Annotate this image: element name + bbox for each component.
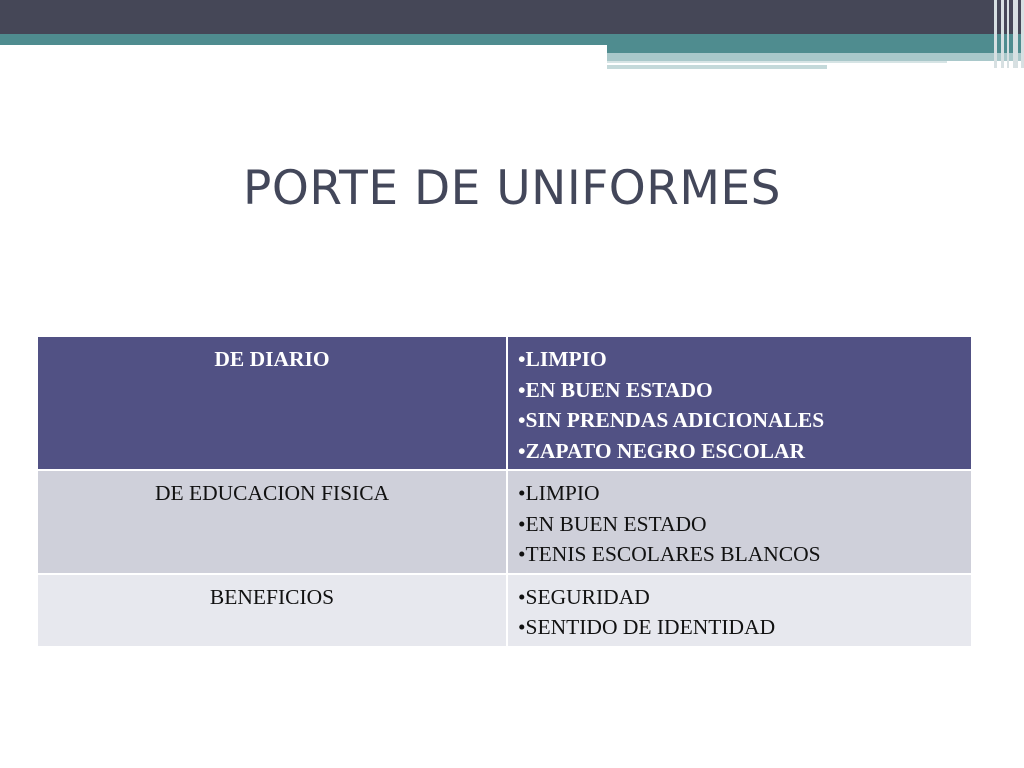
row-items bbox=[507, 574, 972, 647]
table-row bbox=[37, 336, 972, 470]
list-item: •SENTIDO DE IDENTIDAD bbox=[518, 615, 776, 639]
header-teal-band-right bbox=[607, 34, 1024, 53]
list-item: •LIMPIO bbox=[518, 481, 600, 505]
list-item: •TENIS ESCOLARES BLANCOS bbox=[518, 542, 821, 566]
row-label: DE DIARIO bbox=[37, 336, 507, 470]
header-dark-band bbox=[0, 0, 1024, 34]
list-item: •SEGURIDAD bbox=[518, 584, 650, 609]
header-vertical-line bbox=[1007, 0, 1009, 68]
header-teal-band-left bbox=[0, 34, 607, 45]
list-item: •EN BUEN ESTADO bbox=[518, 511, 707, 536]
header-thin-line bbox=[607, 65, 827, 69]
row-items bbox=[507, 336, 972, 470]
row-label: DE EDUCACION FISICA bbox=[37, 470, 507, 574]
header-vertical-line bbox=[994, 0, 997, 68]
list-item: •SIN PRENDAS ADICIONALES bbox=[518, 408, 825, 432]
uniform-table bbox=[36, 335, 973, 648]
slide-title: PORTE DE UNIFORMES bbox=[243, 161, 781, 216]
row-items bbox=[507, 470, 972, 574]
header-thin-line bbox=[607, 61, 947, 63]
list-item: •LIMPIO bbox=[518, 347, 607, 371]
header-light-strip bbox=[607, 53, 1024, 61]
table-row bbox=[37, 574, 972, 647]
table-row bbox=[37, 470, 972, 574]
list-item: •EN BUEN ESTADO bbox=[518, 377, 713, 402]
list-item: •ZAPATO NEGRO ESCOLAR bbox=[518, 438, 806, 463]
header-vertical-line bbox=[1001, 0, 1004, 68]
row-label: BENEFICIOS bbox=[37, 574, 507, 647]
header-vertical-line bbox=[1013, 0, 1018, 68]
header-vertical-lines bbox=[992, 0, 1024, 68]
